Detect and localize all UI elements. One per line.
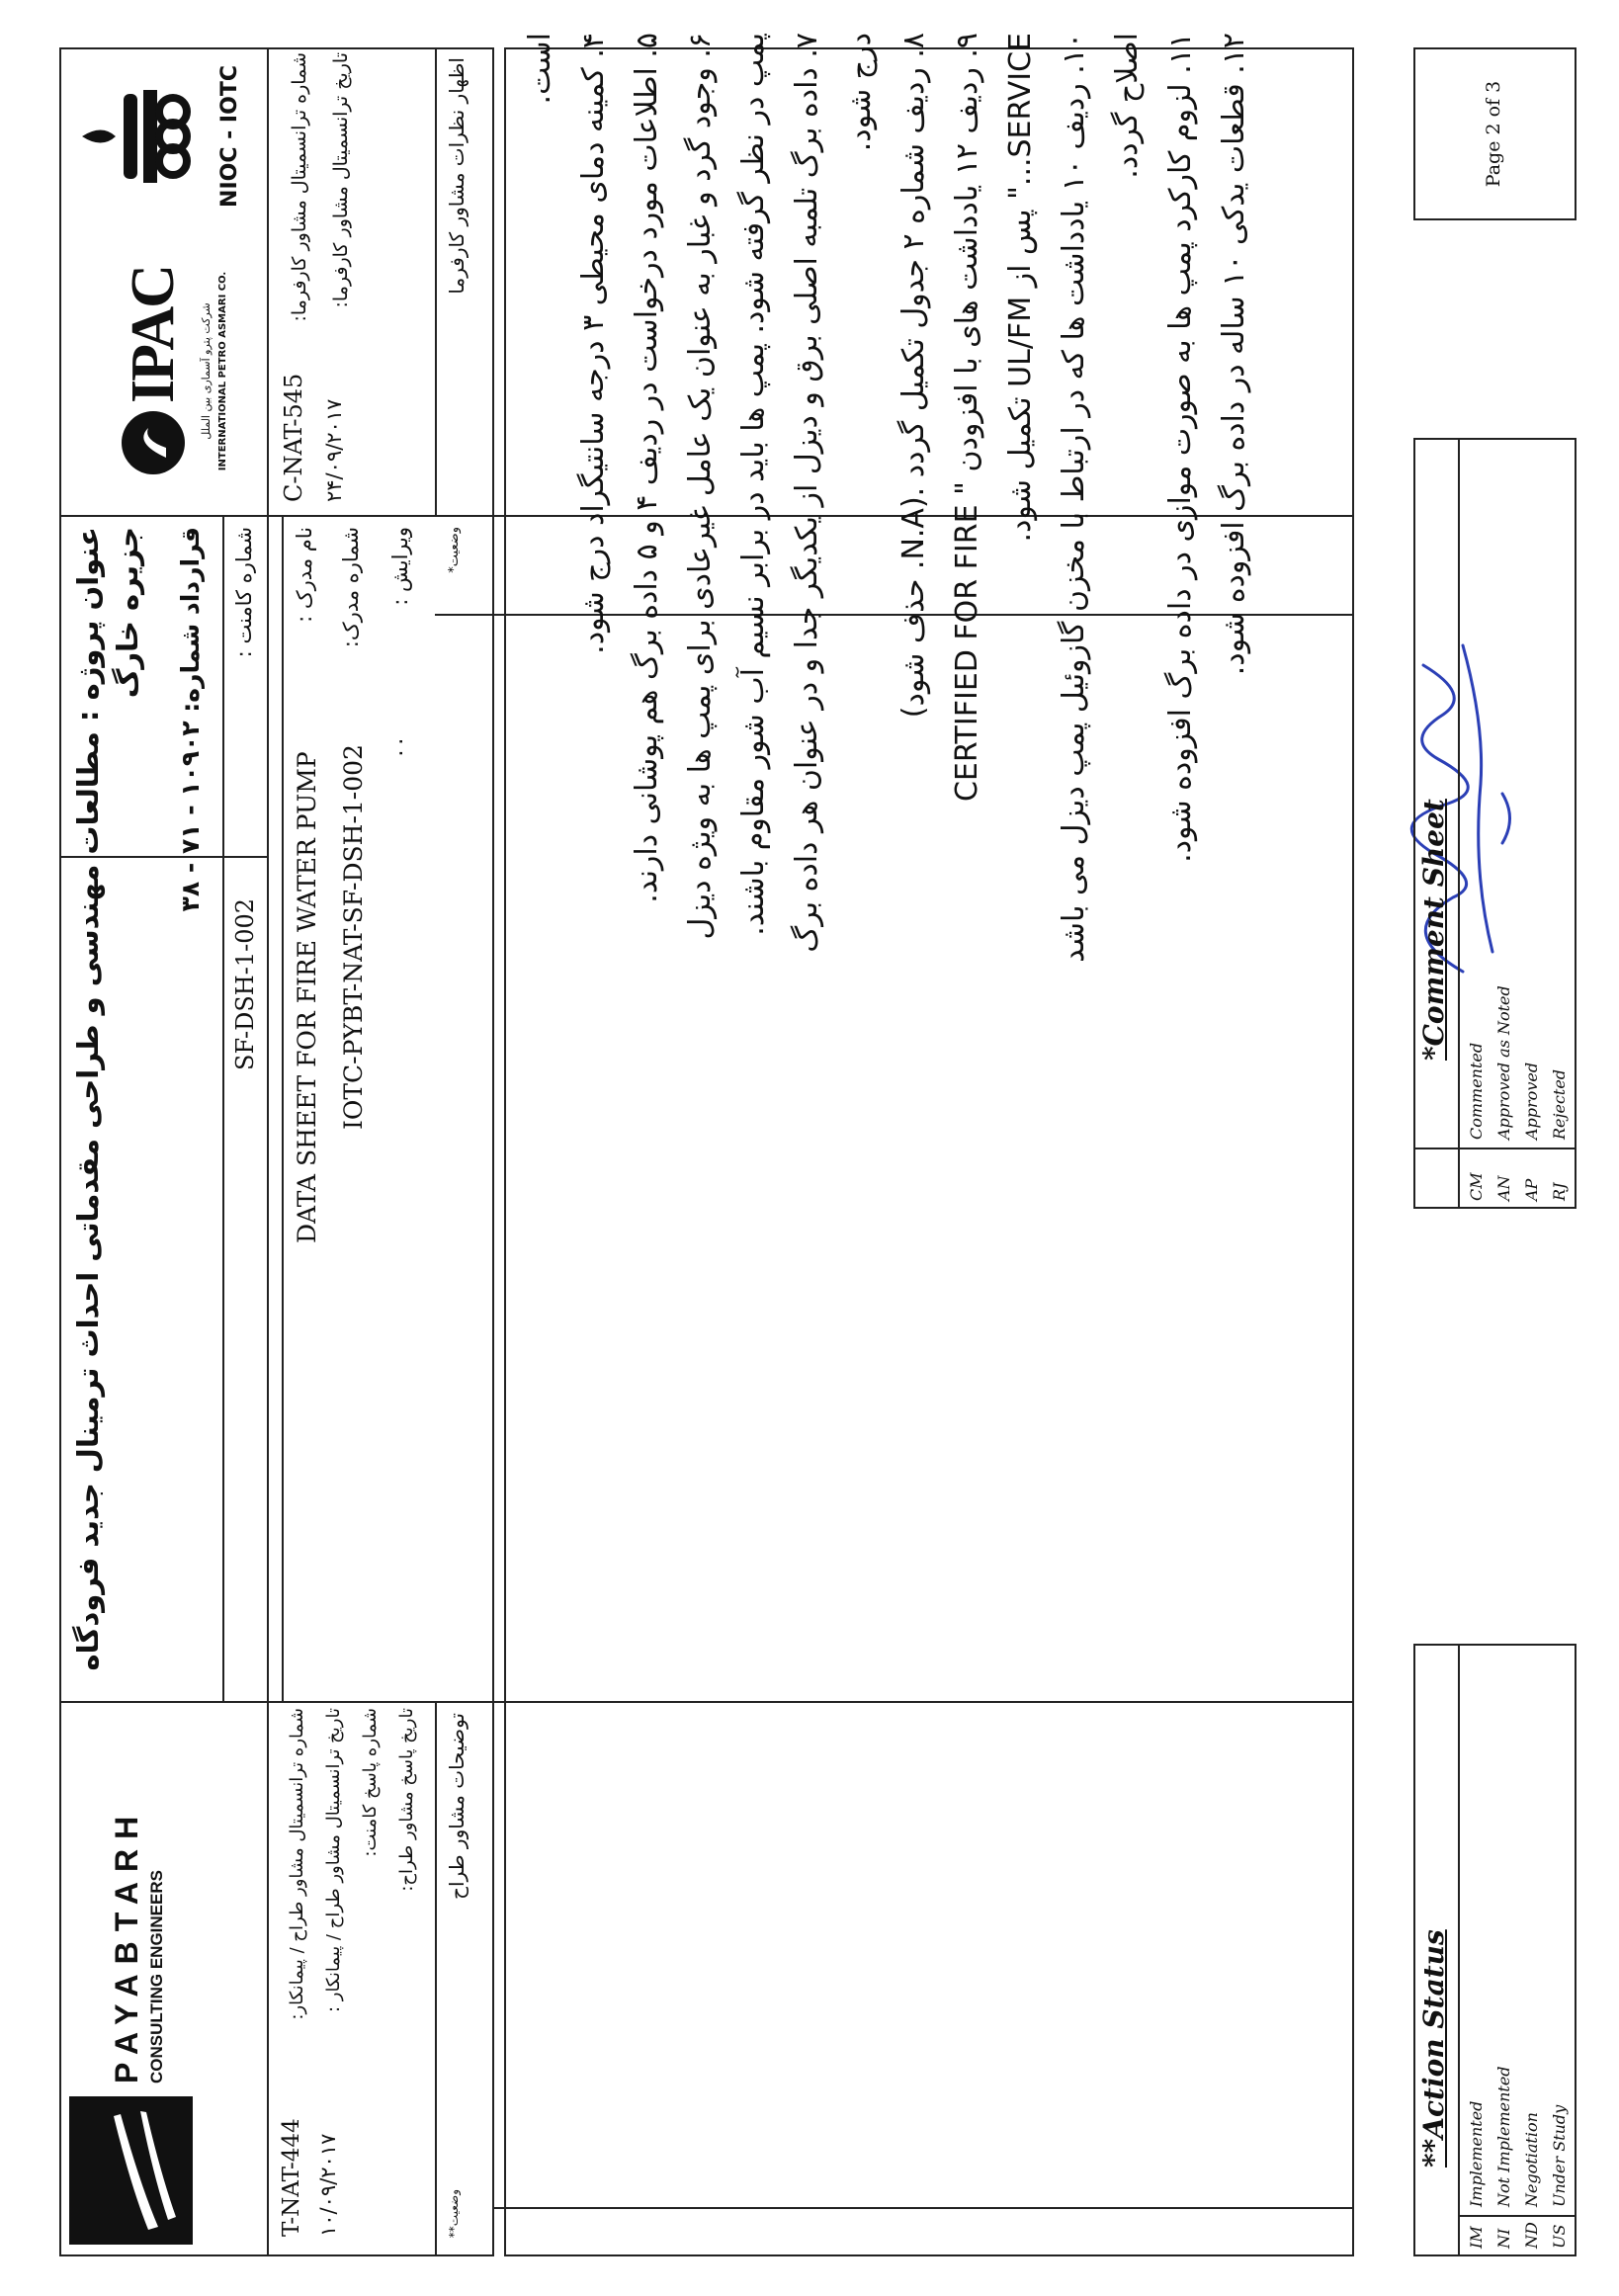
project-title: [71, 527, 144, 1683]
comment-line: ۷. داده برگ تلمبه اصلی برق و دیزل از یکدیگر جدا و در عنوان هر داده برگ: [790, 33, 824, 953]
designer-reply-date-label: تاریخ پاسخ مشاور طراح:: [396, 1708, 417, 1892]
designer-comments-header: توضیحات مشاور طراح: [445, 1713, 469, 1900]
comment-number-label: شماره کامنت :: [232, 527, 256, 658]
ipac-subtitle-fa: شرکت پترو آسماری بین الملل: [200, 302, 213, 440]
ipac-logo: [79, 260, 257, 477]
doc-name-label: نام مدرک :: [293, 527, 316, 623]
action-status-item: NDNegotiation: [1522, 2112, 1541, 2249]
project-title-line1: عنوان پروژه : مطالعات مهندسی و طراحی مقدماتی احداث ترمینال جدید فرودگاه: [71, 527, 105, 1671]
comment-sheet-item: RJRejected: [1550, 1068, 1569, 1201]
action-status-item: USUnder Study: [1550, 2104, 1569, 2249]
designer-status-header: وضعیت**: [447, 2189, 461, 2239]
comment-line: پمپ در نظر گرفته شود. پمپ ها باید در برابر نسیم آب شور مقاوم باشند.: [736, 33, 771, 936]
client-transmittal-date-label: تاریخ ترانسمیتال مشاور کارفرما:: [330, 52, 352, 308]
doc-name-value: DATA SHEET FOR FIRE WATER PUMP: [293, 751, 321, 1243]
comment-line: ۹. ردیف ۱۲ یادداشت های با افزودن " CERTIFIED FOR FIRE: [950, 33, 984, 803]
payabtarh-name: PAYABTARH: [109, 1806, 144, 2083]
comment-line: درج شود.: [843, 33, 878, 152]
payabtarh-mark: [69, 2096, 193, 2245]
revision-value: ۰۰: [388, 735, 413, 759]
comment-line: ۶. وجود گرد و غبار به عنوان یک عامل غیرعادی برای پمپ ها به ویژه دیزل: [683, 33, 718, 940]
doc-number-value: IOTC-PYBT-NAT-SF-DSH-1-002: [339, 744, 368, 1130]
client-comments-list: [514, 33, 1261, 1683]
ipac-emblem-icon: [119, 408, 188, 477]
project-title-line2: جزیره خارگ: [111, 527, 144, 699]
comment-sheet-item: ANApproved as Noted: [1494, 985, 1513, 1201]
comment-line: ۸. ردیف شماره ۲ جدول تکمیل گردد .(N.A. حذف شود): [896, 33, 931, 719]
ipac-name: IPAC: [120, 266, 187, 403]
designer-transmittal-no: T-NAT-444: [279, 2118, 304, 2237]
comment-line: ۱۰. ردیف ۱۰ یادداشت ها که در ارتباط با مخزن گازوئیل پمپ دیزل می باشد: [1057, 33, 1091, 963]
comment-line: ۱۲. قطعات یدکی ۱۰ ساله در داده برگ افزوده شود.: [1217, 33, 1251, 676]
comment-sheet-item: APApproved: [1522, 1062, 1541, 1201]
comment-line: اصلاح گردد.: [1110, 33, 1145, 179]
comment-line: ۱۱. لزوم کارکرد پمپ ها به صورت موازی در داده برگ افزوده شود.: [1163, 33, 1198, 863]
action-status-title: **Action Status: [1417, 1929, 1450, 2168]
comment-line: است.: [523, 33, 557, 105]
comment-line: ۴. کمینه دمای محیطی ۳ درجه سانتیگراد درج شود.: [576, 33, 611, 654]
payabtarh-subtitle: CONSULTING ENGINEERS: [147, 1870, 166, 2083]
comment-sheet-title: *Comment Sheet: [1417, 799, 1450, 1061]
designer-transmittal-no-label: شماره ترانسمیتال مشاور طراح / پیمانکار:: [287, 1708, 307, 2020]
contract-number: قرارداد شماره: ۱۰۹۰۲ - ۷۱ - ۳۸: [176, 527, 205, 912]
comment-sheet-item: CMCommented: [1467, 1042, 1486, 1201]
action-status-item: IMImplemented: [1467, 2100, 1486, 2249]
action-status-item: NINot Implemented: [1494, 2066, 1513, 2249]
doc-number-label: شماره مدرک:: [339, 527, 363, 648]
nioc-flame-emblem-icon: [74, 72, 203, 201]
comment-number-value: SF-DSH-1-002: [231, 897, 259, 1070]
revision-label: ویرایش :: [388, 527, 412, 606]
action-status-list: [1463, 2066, 1574, 2249]
ipac-subtitle-en: INTERNATIONAL PETRO ASMARI CO.: [217, 271, 228, 471]
comment-line: SERVICE..." پس از UL/FM تکمیل شود.: [1003, 33, 1038, 543]
client-transmittal-date: ۲۴/۰۹/۲۰۱۷: [322, 398, 346, 502]
client-transmittal-no-label: شماره ترانسمیتال مشاور کارفرما:: [289, 52, 310, 322]
page-number: Page 2 of 3: [1483, 80, 1504, 188]
nioc-logo: [74, 62, 262, 211]
client-comments-header: اظهار نظرات مشاور کارفرما: [445, 57, 469, 295]
designer-transmittal-date-label: تاریخ ترانسمیتال مشاور طراح / پیمانکار :: [323, 1708, 344, 2013]
client-status-header: وضعیت*: [447, 527, 462, 573]
payabtarh-logo: [69, 2096, 257, 2245]
comment-line: ۵. اطلاعات مورد درخواست در ردیف ۴ و ۵ داده برگ هم پوشانی دارند.: [630, 33, 664, 903]
nioc-name: NIOC - IOTC: [217, 65, 242, 208]
designer-reply-no-label: شماره پاسخ کامنت:: [360, 1708, 381, 1857]
comment-sheet-list: [1463, 985, 1574, 1201]
designer-transmittal-date: ۱۰/۰۹/۲۰۱۷: [316, 2133, 340, 2237]
client-transmittal-no: C-NAT-545: [280, 373, 307, 502]
